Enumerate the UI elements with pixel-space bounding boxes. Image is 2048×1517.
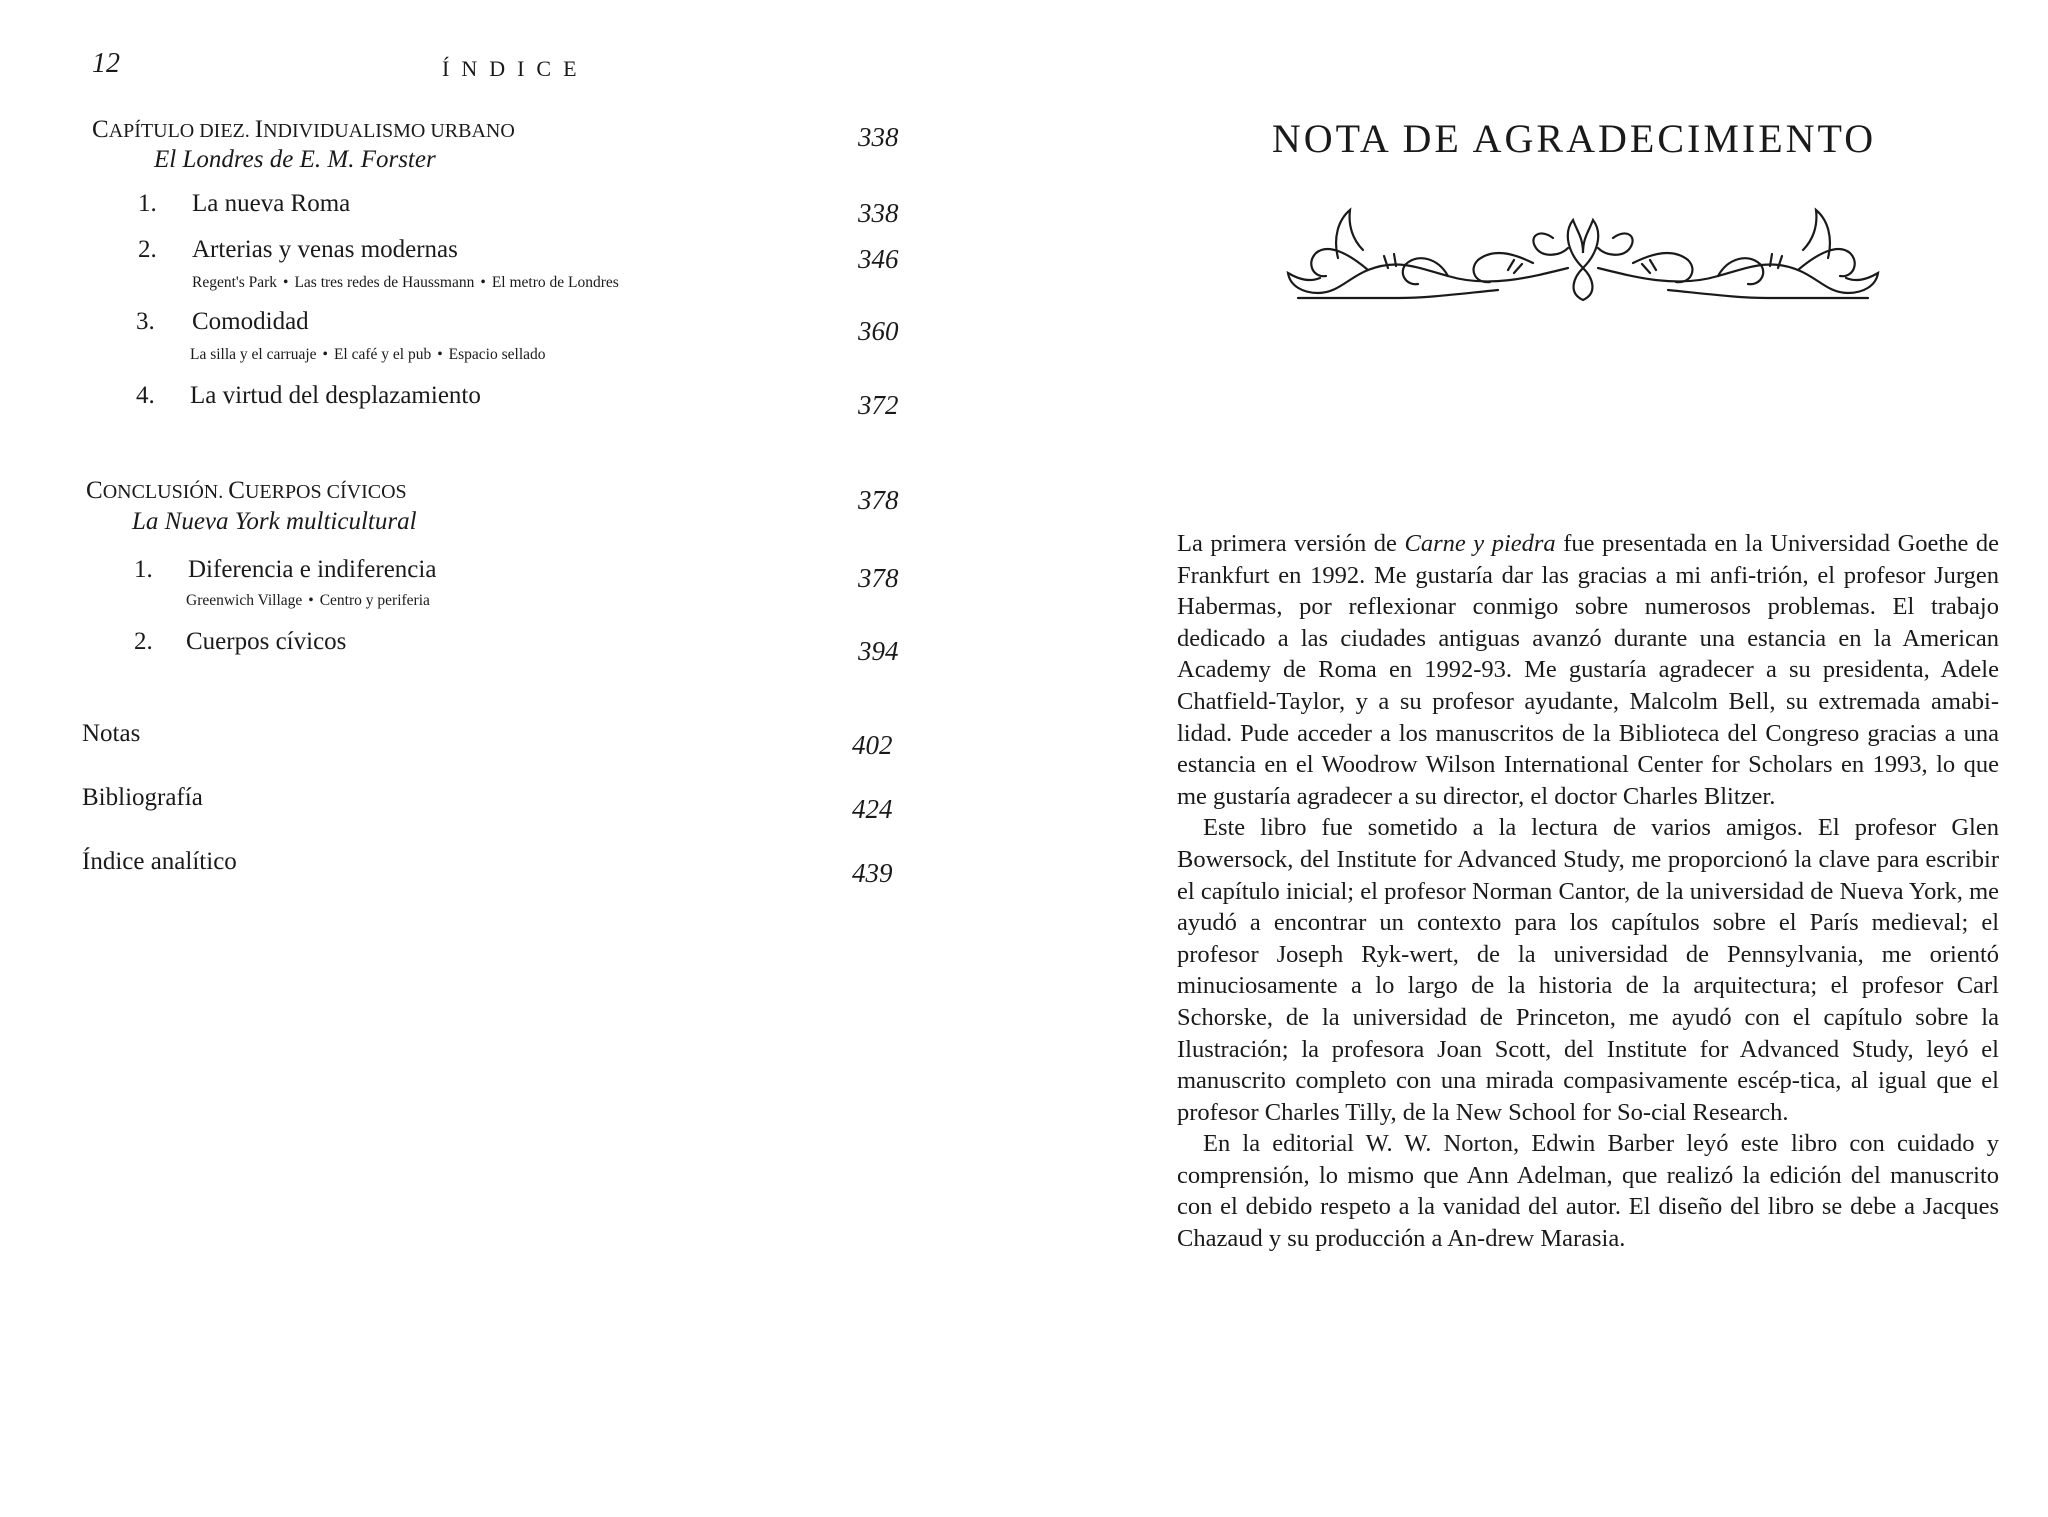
right-page-acknowledgments [1100, 0, 2048, 1517]
section-number: 2. [134, 628, 153, 655]
acanthus-scroll-ornament-icon [1278, 198, 1888, 308]
paragraph: En la editorial W. W. Norton, Edwin Barber leyó este libro con cuidado y comprensión, lo mismo que Ann Adelman, que realizó la edición del manuscrito con el debido respeto a la vanidad del autor. El diseño del libro se debe a Jacques Chazaud y su producción a An-drew Marasia. [1177, 1130, 1999, 1253]
section-subtopics [186, 592, 430, 610]
section-title: La nueva Roma [192, 190, 351, 217]
subtopic: El metro de Londres [491, 274, 619, 291]
bullet-icon: • [283, 274, 289, 291]
left-page-index [0, 0, 1000, 1517]
chapter-label-rest: APÍTULO DIEZ [108, 120, 245, 142]
bullet-icon: • [480, 274, 486, 291]
chapter-title-initial: I [254, 116, 264, 143]
section-title: Arterias y venas modernas [192, 236, 458, 263]
section-page: 378 [858, 563, 899, 593]
section-page: 372 [858, 390, 899, 420]
conclusion-page: 378 [858, 485, 899, 515]
conclusion-heading: CONCLUSIÓN. CUERPOS CÍVICOS [86, 477, 407, 504]
subtopic: Regent's Park [192, 274, 278, 291]
back-matter-title: Índice analítico [82, 848, 237, 875]
paragraph: Este libro fue sometido a la lectura de varios amigos. El profesor Glen Bowersock, del Institute for Advanced Study, me proporcionó la clave para escribir el capítulo inicial; el profesor Norman Cantor, de la universidad de Nueva York, me ayudó a encontrar un contexto para los capítulos sobre el París medieval; el profesor Joseph Ryk-wert, de la universidad de Pennsylvania, me orientó minuciosamente a lo largo de la historia de la arquitectura; el profesor Carl Schorske, de la universidad de Princeton, me ayudó con el capítulo sobre la Ilustración; la profesora Joan Scott, del Institute for Advanced Study, leyó el manuscrito completo con una mirada compasivamente escép-tica, al igual que el profesor Charles Tilly, de la New School for So-cial Research. [1177, 814, 1999, 1126]
acknowledgment-text [1177, 528, 1999, 1255]
subtopic: Espacio sellado [448, 346, 546, 363]
conclusion-label-initial: C [86, 477, 103, 504]
bullet-icon: • [308, 592, 314, 609]
section-title: Cuerpos cívicos [186, 628, 347, 655]
running-head: ÍNDICE [442, 56, 589, 81]
page-number: 12 [92, 48, 120, 79]
chapter-subtitle: El Londres de E. M. Forster [154, 146, 436, 173]
section-page: 394 [858, 636, 899, 666]
subtopic: El café y el pub [333, 346, 432, 363]
subtopic: Las tres redes de Haussmann [294, 274, 475, 291]
section-title: Diferencia e indiferencia [188, 556, 437, 583]
back-matter-title: Bibliografía [82, 784, 203, 811]
section-page: 360 [858, 316, 899, 346]
conclusion-title-initial: C [228, 477, 245, 504]
page-title: NOTA DE AGRADECIMIENTO [1271, 116, 1877, 161]
section-title: Comodidad [192, 308, 309, 335]
section-page: 346 [858, 244, 899, 274]
conclusion-title-rest: UERPOS CÍVICOS [244, 481, 407, 503]
bullet-icon: • [322, 346, 328, 363]
chapter-title-rest: NDIVIDUALISMO URBANO [263, 120, 515, 142]
conclusion-subtitle: La Nueva York multicultural [132, 508, 417, 535]
back-matter-page: 402 [852, 730, 893, 760]
chapter-heading: CAPÍTULO DIEZ. INDIVIDUALISMO URBANO [92, 116, 515, 143]
subtopic: Centro y periferia [319, 592, 430, 609]
section-number: 4. [136, 382, 155, 409]
chapter-label-initial: C [92, 116, 109, 143]
subtopic: Greenwich Village [186, 592, 303, 609]
bullet-icon: • [437, 346, 443, 363]
section-subtopics [192, 274, 619, 292]
chapter-page: 338 [858, 122, 899, 152]
subtopic: La silla y el carruaje [190, 346, 317, 363]
back-matter-page: 424 [852, 794, 893, 824]
section-page: 338 [858, 198, 899, 228]
section-subtopics [190, 346, 546, 364]
section-title: La virtud del desplazamiento [190, 382, 481, 409]
book-title: Carne y piedra [1404, 530, 1556, 557]
conclusion-label-rest: ONCLUSIÓN [102, 481, 219, 503]
paragraph: La primera versión de Carne y piedra fue presentada en la Universidad Goethe de Frankfurt en 1992. Me gustaría dar las gracias a mi anfi-trión, el profesor Jurgen Habermas, por reflexionar conmigo sobre numerosos problemas. El trabajo dedicado a las ciudades antiguas avanzó durante una estancia en la American Academy de Roma en 1992-93. Me gustaría agradecer a su presidenta, Adele Chatfield-Taylor, y a su profesor ayudante, Malcolm Bell, su extremada amabi-lidad. Pude acceder a los manuscritos de la Biblioteca del Congreso gracias a una estancia en el Woodrow Wilson International Center for Scholars en 1993, lo que me gustaría agradecer a su director, el doctor Charles Blitzer. [1177, 530, 1999, 810]
section-number: 1. [138, 190, 157, 217]
back-matter-page: 439 [852, 858, 893, 888]
section-number: 2. [138, 236, 157, 263]
section-number: 1. [134, 556, 153, 583]
back-matter-title: Notas [82, 720, 141, 747]
section-number: 3. [136, 308, 155, 335]
